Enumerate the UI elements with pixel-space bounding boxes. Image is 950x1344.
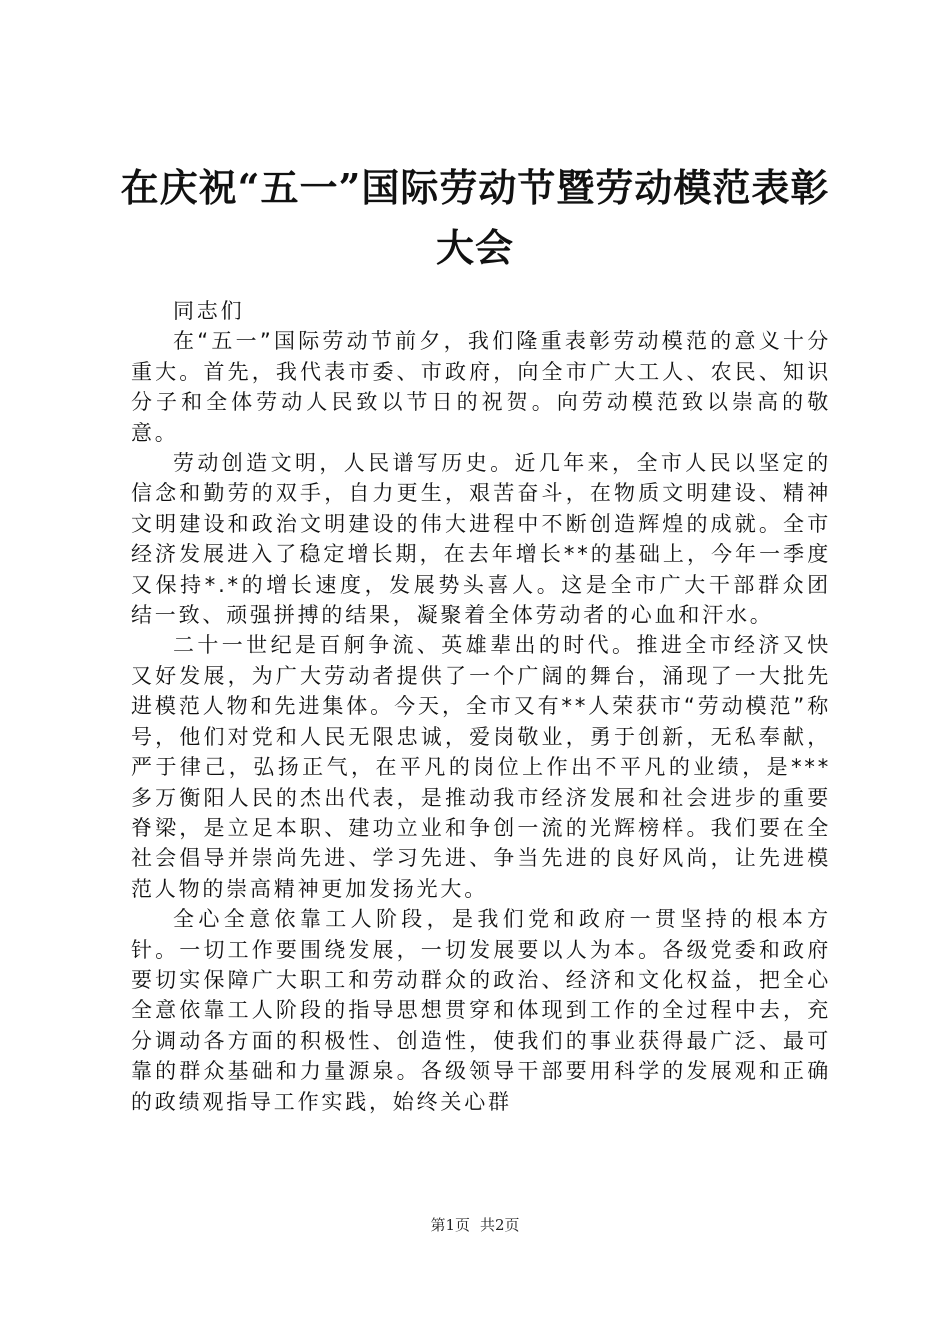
paragraph: 二十一世纪是百舸争流、英雄辈出的时代。推进全市经济又快又好发展，为广大劳动者提供了一个广阔的舞台，涌现了一大批先进模范人物和先进集体。今天，全市又有**人荣获市“劳动模范”称号，他们对党和人民无限忠诚，爱岗敬业，勇于创新，无私奉献，严于律己，弘扬正气，在平凡的岗位上作出不平凡的业绩，是***多万衡阳人民的杰出代表，是推动我市经济发展和社会进步的重要脊梁，是立足本职、建功立业和争创一流的光辉榜样。我们要在全社会倡导并崇尚先进、学习先进、争当先进的良好风尚，让先进模范人物的崇高精神更加发扬光大。 — [131, 633, 831, 901]
page-footer — [0, 1215, 950, 1235]
paragraph: 在“五一”国际劳动节前夕，我们隆重表彰劳动模范的意义十分重大。首先，我代表市委、市政府，向全市广大工人、农民、知识分子和全体劳动人民致以节日的祝贺。向劳动模范致以崇高的敬意。 — [131, 329, 831, 445]
paragraph: 劳动创造文明，人民谱写历史。近几年来，全市人民以坚定的信念和勤劳的双手，自力更生，艰苦奋斗，在物质文明建设、精神文明建设和政治文明建设的伟大进程中不断创造辉煌的成就。全市经济发展进入了稳定增长期，在去年增长**的基础上，今年一季度又保持*.*的增长速度，发展势头喜人。这是全市广大干部群众团结一致、顽强拼搏的结果，凝聚着全体劳动者的心血和汗水。 — [131, 451, 831, 628]
document-title: 在庆祝“五一”国际劳动节暨劳动模范表彰大会 — [120, 165, 830, 270]
document-body — [131, 296, 831, 1117]
paragraph: 全心全意依靠工人阶段，是我们党和政府一贯坚持的根本方针。一切工作要围绕发展，一切发展要以人为本。各级党委和政府要切实保障广大职工和劳动群众的政治、经济和文化权益，把全心全意依靠工人阶段的指导思想贯穿和体现到工作的全过程中去，充分调动各方面的积极性、创造性，使我们的事业获得最广泛、最可靠的群众基础和力量源泉。各级领导干部要用科学的发展观和正确的政绩观指导工作实践，始终关心群 — [131, 907, 831, 1114]
page-number: 第1页 — [430, 1216, 470, 1234]
salutation: 同志们 — [173, 299, 245, 323]
page-total: 共2页 — [480, 1216, 520, 1234]
